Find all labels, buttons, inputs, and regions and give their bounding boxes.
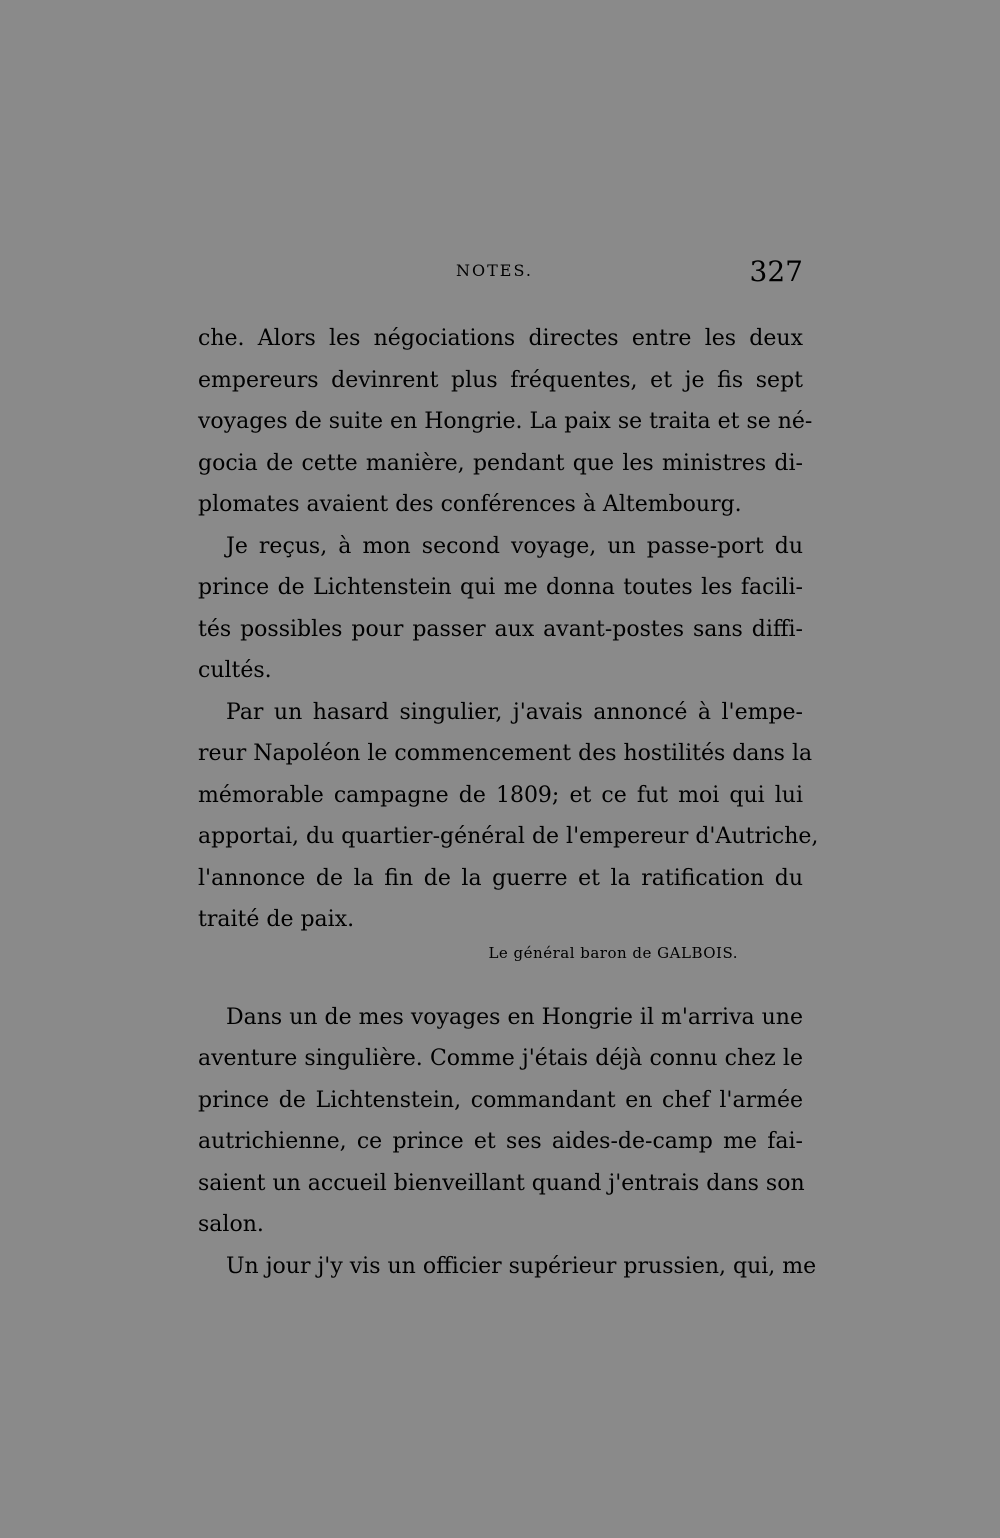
signature: Le général baron de GALBOIS. bbox=[488, 943, 738, 962]
text-line: autrichienne, ce prince et ses aides-de-camp me fai- bbox=[198, 1129, 803, 1154]
page-header bbox=[198, 255, 803, 295]
running-head: NOTES. bbox=[456, 261, 533, 280]
text-line: che. Alors les négociations directes entre les deux bbox=[198, 326, 803, 351]
paragraph-3 bbox=[198, 692, 819, 941]
text-line: reur Napoléon le commencement des hostilités dans la bbox=[198, 741, 813, 766]
text-line: aventure singulière. Comme j'étais déjà connu chez le bbox=[198, 1046, 803, 1071]
text-line: prince de Lichtenstein, commandant en chef l'armée bbox=[198, 1087, 803, 1113]
paragraph-4 bbox=[198, 997, 803, 1246]
text-line: apportai, du quartier-général de l'empereur d'Autriche, bbox=[198, 824, 819, 849]
text-line: voyages de suite en Hongrie. La paix se traita et se né- bbox=[198, 409, 813, 434]
text-line: empereurs devinrent plus fréquentes, et je fis sept bbox=[198, 367, 803, 393]
paragraph-1 bbox=[198, 318, 813, 526]
text-line: Un jour j'y vis un officier supérieur prussien, qui, me bbox=[226, 1253, 817, 1279]
text-line: traité de paix. bbox=[198, 907, 355, 932]
text-line: mémorable campagne de 1809; et ce fut moi qui lui bbox=[198, 782, 803, 808]
text-line: gocia de cette manière, pendant que les ministres di- bbox=[198, 450, 803, 476]
text-line: salon. bbox=[198, 1212, 264, 1237]
text-line: Par un hasard singulier, j'avais annoncé à l'empe- bbox=[226, 699, 803, 725]
text-line: cultés. bbox=[198, 658, 272, 683]
paragraph-2 bbox=[198, 526, 803, 692]
text-line: saient un accueil bienveillant quand j'entrais dans son bbox=[198, 1170, 805, 1196]
text-line: plomates avaient des conférences à Altembourg. bbox=[198, 492, 742, 517]
section-gap bbox=[198, 971, 803, 997]
text-line: l'annonce de la fin de la guerre et la ratification du bbox=[198, 865, 803, 891]
text-line: Dans un de mes voyages en Hongrie il m'arriva une bbox=[226, 1004, 803, 1030]
paragraph-5 bbox=[198, 1246, 817, 1288]
text-line: tés possibles pour passer aux avant-postes sans diffi- bbox=[198, 616, 803, 642]
page-number: 327 bbox=[749, 255, 803, 288]
text-line: prince de Lichtenstein qui me donna toutes les facili- bbox=[198, 575, 803, 600]
text-line: Je reçus, à mon second voyage, un passe-port du bbox=[226, 533, 803, 559]
body-text bbox=[198, 318, 819, 1287]
